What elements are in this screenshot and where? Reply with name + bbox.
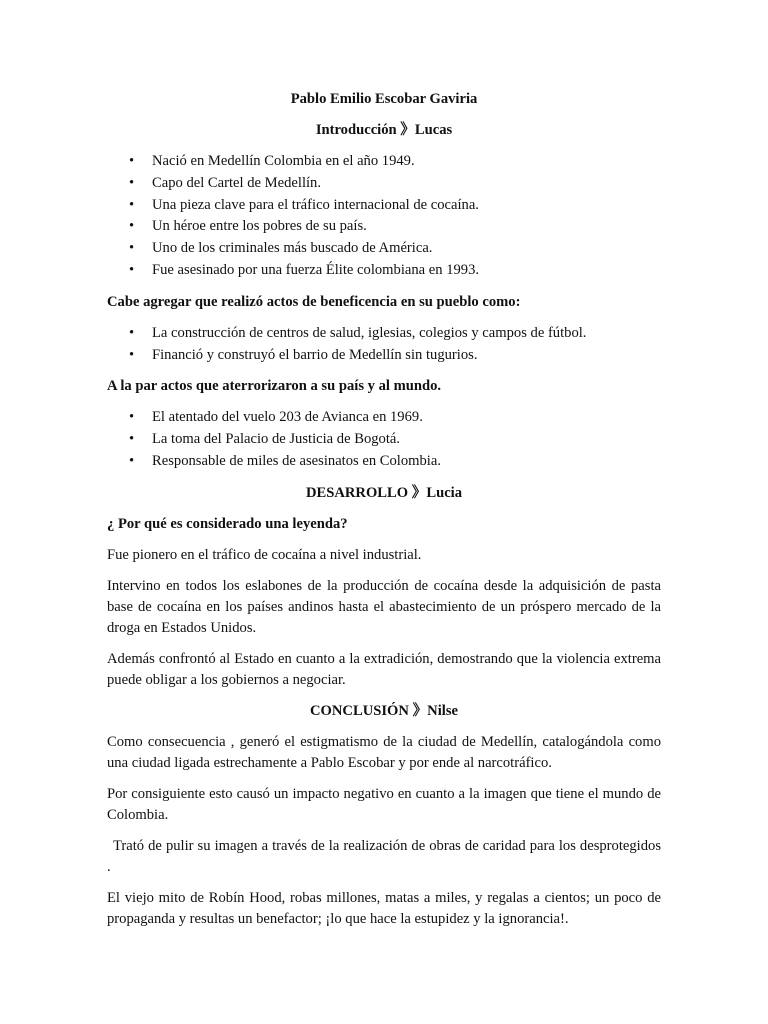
list-item: • Uno de los criminales más buscado de América.: [107, 238, 661, 260]
conclusion-heading: CONCLUSIÓN 》Nilse: [310, 702, 458, 719]
list-item: • Financió y construyó el barrio de Medellín sin tugurios.: [107, 345, 661, 367]
list-item: • La toma del Palacio de Justicia de Bogotá.: [107, 429, 661, 451]
intro-bullet-list: [107, 151, 661, 282]
charity-bullet-list: [107, 323, 661, 367]
terror-heading: A la par actos que aterrorizaron a su país y al mundo.: [107, 378, 442, 395]
legend-question: ¿ Por qué es considerado una leyenda?: [107, 515, 348, 532]
conclusion-paragraph: Por consiguiente esto causó un impacto negativo en cuanto a la imagen que tiene el mundo de Colombia.: [107, 785, 661, 823]
bullet-icon: •: [129, 218, 135, 235]
bullet-icon: •: [129, 409, 135, 426]
list-item: • Responsable de miles de asesinatos en Colombia.: [107, 451, 661, 473]
charity-heading: Cabe agregar que realizó actos de beneficencia en su pueblo como:: [107, 293, 521, 310]
bullet-icon: •: [129, 431, 135, 448]
list-item: • Fue asesinado por una fuerza Élite colombiana en 1993.: [107, 260, 661, 282]
document-title: Pablo Emilio Escobar Gaviria: [290, 91, 478, 107]
list-item: • El atentado del vuelo 203 de Avianca en 1969.: [107, 407, 661, 429]
conclusion-paragraph: Trató de pulir su imagen a través de la realización de obras de caridad para los desprotegidos .: [107, 837, 661, 875]
conclusion-paragraph: El viejo mito de Robín Hood, robas millones, matas a miles, y regalas a cientos; un poco de propaganda y resultas un benefactor; ¡lo que hace la estupidez y la ignorancia!.: [107, 889, 661, 927]
development-paragraph: Fue pionero en el tráfico de cocaína a nivel industrial.: [107, 546, 422, 563]
conclusion-paragraph: Como consecuencia , generó el estigmatismo de la ciudad de Medellín, catalogándola como una ciudad ligada estrechamente a Pablo Escobar y por ende al narcotráfico.: [107, 733, 661, 771]
development-heading: DESARROLLO 》Lucia: [305, 484, 463, 501]
bullet-icon: •: [129, 153, 135, 169]
bullet-icon: •: [129, 240, 135, 257]
list-item: • Nació en Medellín Colombia en el año 1949.: [107, 151, 661, 173]
development-paragraph: Además confrontó al Estado en cuanto a la extradición, demostrando que la violencia extrema puede obligar a los gobiernos a negociar.: [107, 650, 661, 688]
list-item: • Un héroe entre los pobres de su país.: [107, 216, 661, 238]
bullet-icon: •: [129, 174, 135, 191]
bullet-icon: •: [129, 324, 135, 341]
terror-bullet-list: [107, 407, 661, 472]
list-item: • Capo del Cartel de Medellín.: [107, 173, 661, 195]
list-item: • Una pieza clave para el tráfico internacional de cocaína.: [107, 195, 661, 217]
bullet-icon: •: [129, 452, 135, 469]
list-item: • La construcción de centros de salud, iglesias, colegios y campos de fútbol.: [107, 323, 661, 345]
development-paragraph: Intervino en todos los eslabones de la producción de cocaína desde la adquisición de pasta base de cocaína en los países andinos hasta el abastecimiento de un próspero mercado de la droga en Estados Unidos.: [107, 577, 661, 636]
intro-heading: Introducción 》Lucas: [315, 122, 453, 138]
bullet-icon: •: [129, 196, 135, 213]
bullet-icon: •: [129, 346, 135, 363]
bullet-icon: •: [129, 261, 135, 278]
